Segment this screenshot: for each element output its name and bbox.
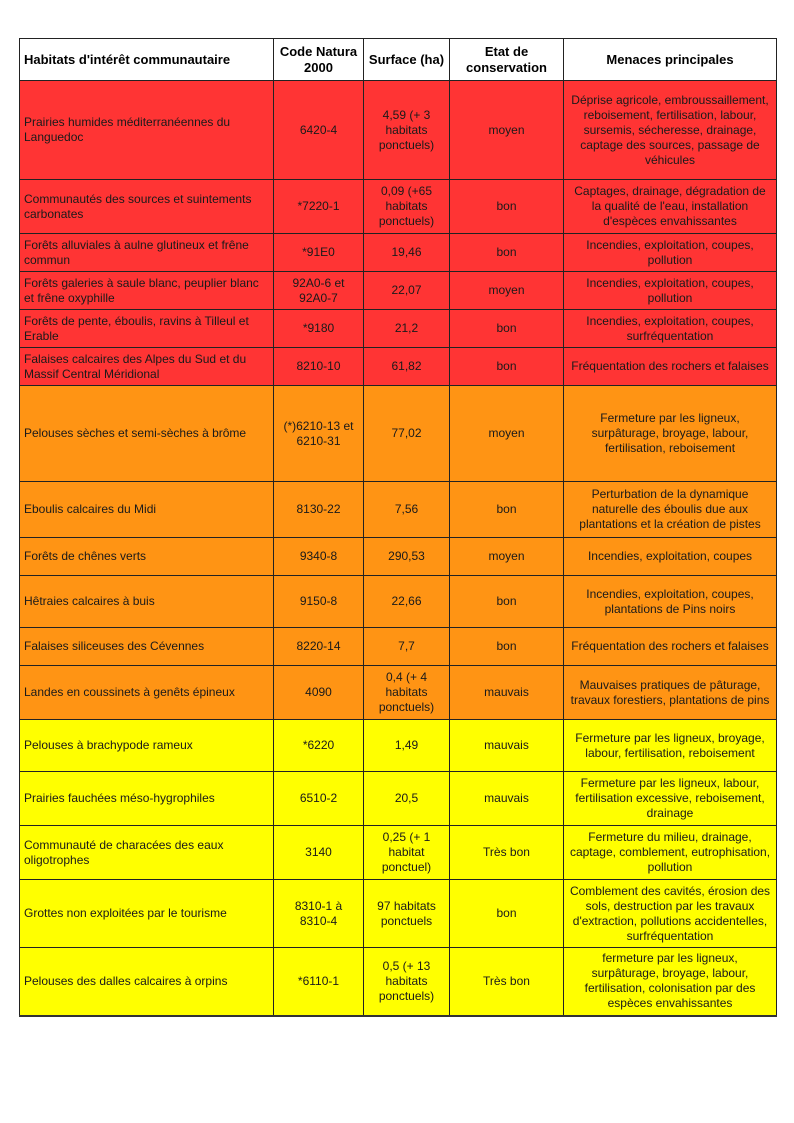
table-row — [20, 180, 777, 234]
cell-code: 9150-8 — [274, 576, 364, 628]
cell-code: *91E0 — [274, 234, 364, 272]
cell-habitat: Forêts galeries à saule blanc, peuplier blanc et frêne oxyphille — [20, 272, 274, 310]
cell-code: 6510-2 — [274, 772, 364, 826]
table-row — [20, 310, 777, 348]
table-row — [20, 81, 777, 180]
cell-menaces: Incendies, exploitation, coupes, surfréquentation — [564, 310, 777, 348]
cell-etat: bon — [450, 348, 564, 386]
cell-code: 8310-1 à 8310-4 — [274, 880, 364, 948]
table-body — [20, 81, 777, 1016]
cell-etat: bon — [450, 180, 564, 234]
header-code: Code Natura 2000 — [274, 39, 364, 81]
cell-habitat: Forêts de chênes verts — [20, 538, 274, 576]
table-row — [20, 628, 777, 666]
table-row — [20, 348, 777, 386]
cell-code: *6220 — [274, 720, 364, 772]
cell-etat: mauvais — [450, 720, 564, 772]
cell-habitat: Communauté de characées des eaux oligotrophes — [20, 826, 274, 880]
cell-code: 6420-4 — [274, 81, 364, 180]
cell-menaces: Fréquentation des rochers et falaises — [564, 348, 777, 386]
cell-habitat: Pelouses sèches et semi-sèches à brôme — [20, 386, 274, 482]
cell-habitat: Landes en coussinets à genêts épineux — [20, 666, 274, 720]
table-row — [20, 386, 777, 482]
table-row — [20, 720, 777, 772]
cell-etat: bon — [450, 310, 564, 348]
cell-etat: mauvais — [450, 666, 564, 720]
cell-surface: 77,02 — [364, 386, 450, 482]
cell-habitat: Falaises siliceuses des Cévennes — [20, 628, 274, 666]
cell-menaces: Incendies, exploitation, coupes, pollution — [564, 234, 777, 272]
cell-menaces: Perturbation de la dynamique naturelle des éboulis due aux plantations et la création de pistes — [564, 482, 777, 538]
cell-etat: mauvais — [450, 772, 564, 826]
cell-menaces: Comblement des cavités, érosion des sols, destruction par les travaux d'extraction, pollutions accidentelles, surfréquentation — [564, 880, 777, 948]
cell-surface: 0,4 (+ 4 habitats ponctuels) — [364, 666, 450, 720]
cell-menaces: Déprise agricole, embroussaillement, reboisement, fertilisation, labour, sursemis, sécheresse, drainage, captage des sources, passage de véhicules — [564, 81, 777, 180]
cell-habitat: Communautés des sources et suintements carbonates — [20, 180, 274, 234]
cell-etat: moyen — [450, 272, 564, 310]
cell-habitat: Forêts de pente, éboulis, ravins à Tilleul et Erable — [20, 310, 274, 348]
cell-menaces: fermeture par les ligneux, surpâturage, broyage, labour, fertilisation, colonisation par des espèces envahissantes — [564, 948, 777, 1016]
cell-surface: 21,2 — [364, 310, 450, 348]
cell-code: (*)6210-13 et 6210-31 — [274, 386, 364, 482]
cell-surface: 0,25 (+ 1 habitat ponctuel) — [364, 826, 450, 880]
cell-menaces: Incendies, exploitation, coupes — [564, 538, 777, 576]
header-surface: Surface (ha) — [364, 39, 450, 81]
header-habitat: Habitats d'intérêt communautaire — [20, 39, 274, 81]
cell-surface: 0,5 (+ 13 habitats ponctuels) — [364, 948, 450, 1016]
cell-menaces: Fermeture par les ligneux, labour, fertilisation excessive, reboisement, drainage — [564, 772, 777, 826]
header-etat: Etat de conservation — [450, 39, 564, 81]
cell-habitat: Hêtraies calcaires à buis — [20, 576, 274, 628]
table-row — [20, 538, 777, 576]
table-row — [20, 272, 777, 310]
cell-surface: 97 habitats ponctuels — [364, 880, 450, 948]
cell-habitat: Pelouses des dalles calcaires à orpins — [20, 948, 274, 1016]
table-row — [20, 666, 777, 720]
cell-menaces: Incendies, exploitation, coupes, pollution — [564, 272, 777, 310]
cell-etat: moyen — [450, 386, 564, 482]
cell-habitat: Prairies humides méditerranéennes du Languedoc — [20, 81, 274, 180]
cell-code: 4090 — [274, 666, 364, 720]
table-row — [20, 948, 777, 1016]
cell-habitat: Forêts alluviales à aulne glutineux et frêne commun — [20, 234, 274, 272]
cell-etat: bon — [450, 482, 564, 538]
cell-code: 9340-8 — [274, 538, 364, 576]
cell-etat: bon — [450, 234, 564, 272]
table-row — [20, 826, 777, 880]
cell-habitat: Eboulis calcaires du Midi — [20, 482, 274, 538]
header-menaces: Menaces principales — [564, 39, 777, 81]
table-row — [20, 234, 777, 272]
cell-habitat: Prairies fauchées méso-hygrophiles — [20, 772, 274, 826]
cell-surface: 0,09 (+65 habitats ponctuels) — [364, 180, 450, 234]
cell-menaces: Mauvaises pratiques de pâturage, travaux forestiers, plantations de pins — [564, 666, 777, 720]
cell-habitat: Falaises calcaires des Alpes du Sud et du Massif Central Méridional — [20, 348, 274, 386]
cell-code: *7220-1 — [274, 180, 364, 234]
cell-surface: 4,59 (+ 3 habitats ponctuels) — [364, 81, 450, 180]
header-row — [20, 39, 777, 81]
cell-surface: 20,5 — [364, 772, 450, 826]
cell-code: 8220-14 — [274, 628, 364, 666]
cell-surface: 7,7 — [364, 628, 450, 666]
cell-code: *9180 — [274, 310, 364, 348]
cell-code: 8210-10 — [274, 348, 364, 386]
table-row — [20, 576, 777, 628]
cell-etat: Très bon — [450, 948, 564, 1016]
cell-etat: bon — [450, 880, 564, 948]
cell-menaces: Incendies, exploitation, coupes, plantations de Pins noirs — [564, 576, 777, 628]
table-row — [20, 880, 777, 948]
cell-surface: 22,66 — [364, 576, 450, 628]
table-row — [20, 482, 777, 538]
cell-etat: bon — [450, 576, 564, 628]
cell-surface: 22,07 — [364, 272, 450, 310]
cell-etat: moyen — [450, 81, 564, 180]
habitats-table — [19, 38, 777, 1017]
cell-habitat: Pelouses à brachypode rameux — [20, 720, 274, 772]
cell-code: 8130-22 — [274, 482, 364, 538]
table-row — [20, 772, 777, 826]
cell-menaces: Captages, drainage, dégradation de la qualité de l'eau, installation d'espèces envahissantes — [564, 180, 777, 234]
cell-etat: moyen — [450, 538, 564, 576]
cell-surface: 7,56 — [364, 482, 450, 538]
cell-etat: Très bon — [450, 826, 564, 880]
cell-surface: 61,82 — [364, 348, 450, 386]
cell-etat: bon — [450, 628, 564, 666]
cell-habitat: Grottes non exploitées par le tourisme — [20, 880, 274, 948]
cell-menaces: Fermeture par les ligneux, broyage, labour, fertilisation, reboisement — [564, 720, 777, 772]
cell-code: *6110-1 — [274, 948, 364, 1016]
cell-menaces: Fermeture par les ligneux, surpâturage, broyage, labour, fertilisation, reboisement — [564, 386, 777, 482]
cell-code: 92A0-6 et 92A0-7 — [274, 272, 364, 310]
cell-menaces: Fréquentation des rochers et falaises — [564, 628, 777, 666]
cell-surface: 290,53 — [364, 538, 450, 576]
cell-menaces: Fermeture du milieu, drainage, captage, comblement, eutrophisation, pollution — [564, 826, 777, 880]
cell-surface: 19,46 — [364, 234, 450, 272]
cell-code: 3140 — [274, 826, 364, 880]
cell-surface: 1,49 — [364, 720, 450, 772]
